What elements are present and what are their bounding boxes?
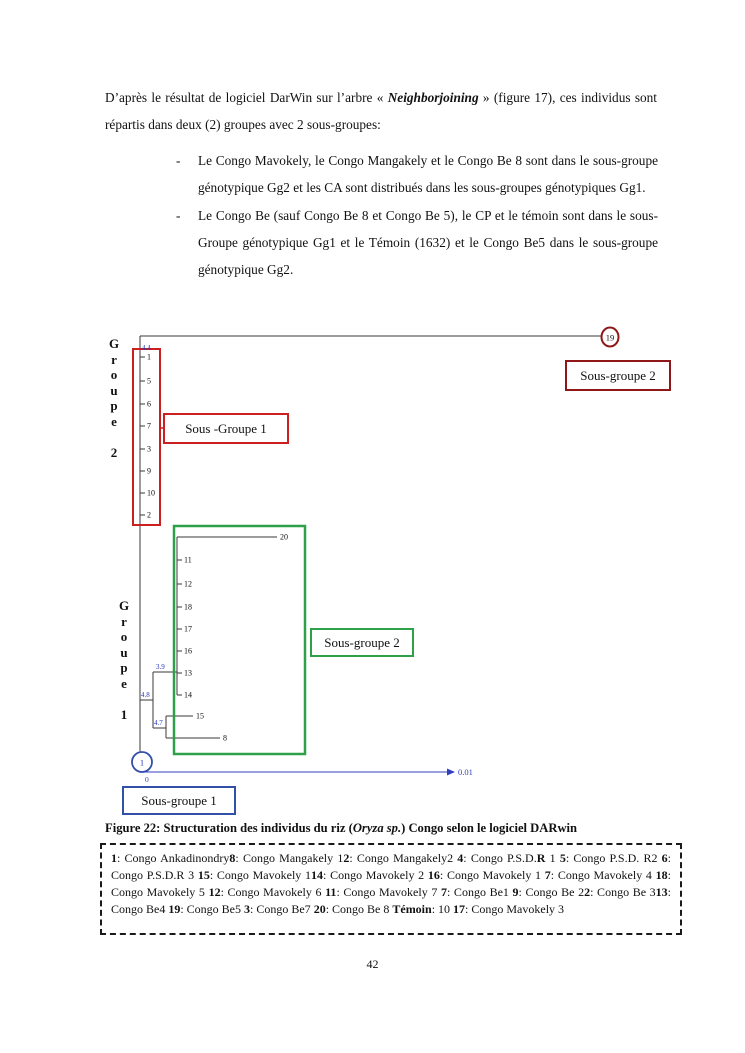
text-segment: 19 (168, 902, 181, 916)
top-node-label: 19 (605, 332, 615, 343)
bullet-dash: - (176, 208, 181, 223)
group2-tip-labels (147, 353, 155, 520)
list-item (176, 202, 658, 283)
group1-tip-labels (184, 533, 288, 743)
text-segment: : Congo Be 8 (325, 902, 393, 916)
group1-cluster-rect (174, 526, 305, 754)
text-segment: 2 (343, 851, 350, 865)
tip-label: 3 (147, 444, 151, 454)
tip-label: 15 (196, 711, 204, 721)
intro-paragraph (105, 84, 657, 138)
scale-bar-arrow (447, 769, 455, 776)
tip-label: 10 (147, 488, 155, 498)
text-segment: 7 (544, 868, 551, 882)
text-segment: 9 (512, 885, 519, 899)
text-segment: : Congo Mavokely 7 (336, 885, 441, 899)
text-segment: 7 (440, 885, 447, 899)
tip-label: 18 (184, 602, 192, 612)
sous-groupe-1-blue-box: Sous-groupe 1 (122, 786, 236, 815)
tip-label: 16 (184, 646, 192, 656)
group2-cluster-rect (133, 349, 160, 525)
text-segment: : Congo Be 3 (590, 885, 656, 899)
text-segment: 13 (655, 885, 668, 899)
text-segment: Oryza sp. (352, 821, 402, 835)
bullet-dash: - (176, 153, 181, 168)
bullet-list (176, 147, 658, 284)
tip-label: 9 (147, 466, 151, 476)
branch-length-label: 4.7 (154, 719, 163, 727)
text-segment: Figure 22: Structuration des individus du riz ( (105, 821, 353, 835)
tip-label: 20 (280, 532, 288, 542)
text-segment: : Congo Be 2 (518, 885, 585, 899)
text-segment: 14 (311, 868, 324, 882)
text-segment: : Congo P.S.D. R2 (565, 851, 662, 865)
page-number: 42 (366, 957, 379, 971)
tip-label: 6 (147, 399, 151, 409)
text-segment: 1 (111, 851, 117, 865)
text-segment: : Congo Be4 (111, 885, 671, 916)
text-segment: 1 (545, 851, 560, 865)
tip-label: 2 (147, 510, 151, 520)
text-segment: 2 (584, 885, 591, 899)
text-segment: : Congo Mavokely 4 (550, 868, 656, 882)
text-segment: R (536, 851, 546, 865)
bullet-text: Le Congo Mavokely, le Congo Mangakely et le Congo Be 8 sont dans le sous-groupe génotypique Gg2 et les CA sont distribués dans les sous-groupes génotypiques Gg1. (198, 153, 658, 195)
text-segment: : Congo P.S.D.R 3 (111, 851, 671, 882)
branch-length-label: 4.8 (141, 691, 150, 699)
scale-origin-label: 0 (145, 775, 149, 784)
text-segment: 12 (208, 885, 221, 899)
text-segment: : Congo P.S.D. (463, 851, 537, 865)
tree-branches (140, 336, 602, 752)
text-segment: 8 (229, 851, 236, 865)
figure-caption (105, 820, 680, 836)
text-segment: 17 (453, 902, 466, 916)
text-segment: : Congo Mavokely 1 (439, 868, 545, 882)
dendrogram-figure (0, 320, 745, 822)
text-segment: ) Congo selon le logiciel DARwin (401, 821, 578, 835)
text-segment: 15 (197, 868, 210, 882)
text-segment: Neighborjoining (387, 90, 479, 105)
text-segment: 16 (427, 868, 440, 882)
groupe-1-label: G r o u p e 1 (118, 598, 130, 722)
text-segment: : 10 (431, 902, 454, 916)
text-segment: : Congo Ankadinondry (117, 851, 230, 865)
text-segment: D’après le résultat de logiciel DarWin sur l’arbre « (105, 90, 388, 105)
text-segment: : Congo Be5 (180, 902, 245, 916)
groupe-2-label: G r o u p e 2 (108, 336, 120, 460)
text-segment: 3 (244, 902, 251, 916)
branch-length-label: 4.4 (142, 344, 151, 352)
text-segment: 4 (457, 851, 464, 865)
text-segment: : Congo Mavokely 5 (111, 868, 671, 899)
text-segment: 6 (661, 851, 668, 865)
text-segment: 18 (655, 868, 668, 882)
tip-label: 12 (184, 579, 192, 589)
tip-label: 1 (147, 352, 151, 362)
text-segment: 20 (313, 902, 326, 916)
text-segment: » (figure 17), ces individus sont répartis dans deux (2) groupes avec 2 sous-groupes: (105, 90, 657, 132)
figure-legend-box (100, 843, 682, 935)
text-segment: 5 (559, 851, 566, 865)
sous-groupe-1-red-box: Sous -Groupe 1 (163, 413, 289, 444)
text-segment: : Congo Be1 (446, 885, 513, 899)
bottom-node-label: 1 (139, 757, 145, 768)
sous-groupe-2-red-box: Sous-groupe 2 (565, 360, 671, 391)
tip-label: 7 (147, 421, 151, 431)
tip-label: 5 (147, 376, 151, 386)
sous-groupe-2-green-box: Sous-groupe 2 (310, 628, 414, 657)
text-segment: : Congo Mangakely 1 (235, 851, 344, 865)
text-segment: 11 (325, 885, 337, 899)
tip-label: 14 (184, 690, 192, 700)
scale-value-label: 0.01 (458, 767, 473, 777)
tip-label: 17 (184, 624, 192, 634)
tip-label: 11 (184, 555, 192, 565)
branch-length-label: 3.9 (156, 663, 165, 671)
tip-label: 13 (184, 668, 192, 678)
list-item (176, 147, 658, 201)
text-segment: : Congo Mavokely 1 (209, 868, 312, 882)
bullet-text: Le Congo Be (sauf Congo Be 8 et Congo Be 5), le CP et le témoin sont dans le sous-Groupe génotypique Gg1 et le Témoin (1632) et le Congo Be5 dans le sous-groupe génotypique Gg2. (198, 208, 658, 277)
text-segment: : Congo Mavokely 6 (220, 885, 326, 899)
tip-label: 8 (223, 733, 227, 743)
text-segment: : Congo Mangakely2 (349, 851, 458, 865)
text-segment: : Congo Be7 (250, 902, 314, 916)
text-segment: Témoin (392, 902, 432, 916)
text-segment: : Congo Mavokely 2 (323, 868, 428, 882)
text-segment: : Congo Mavokely 3 (465, 902, 565, 916)
